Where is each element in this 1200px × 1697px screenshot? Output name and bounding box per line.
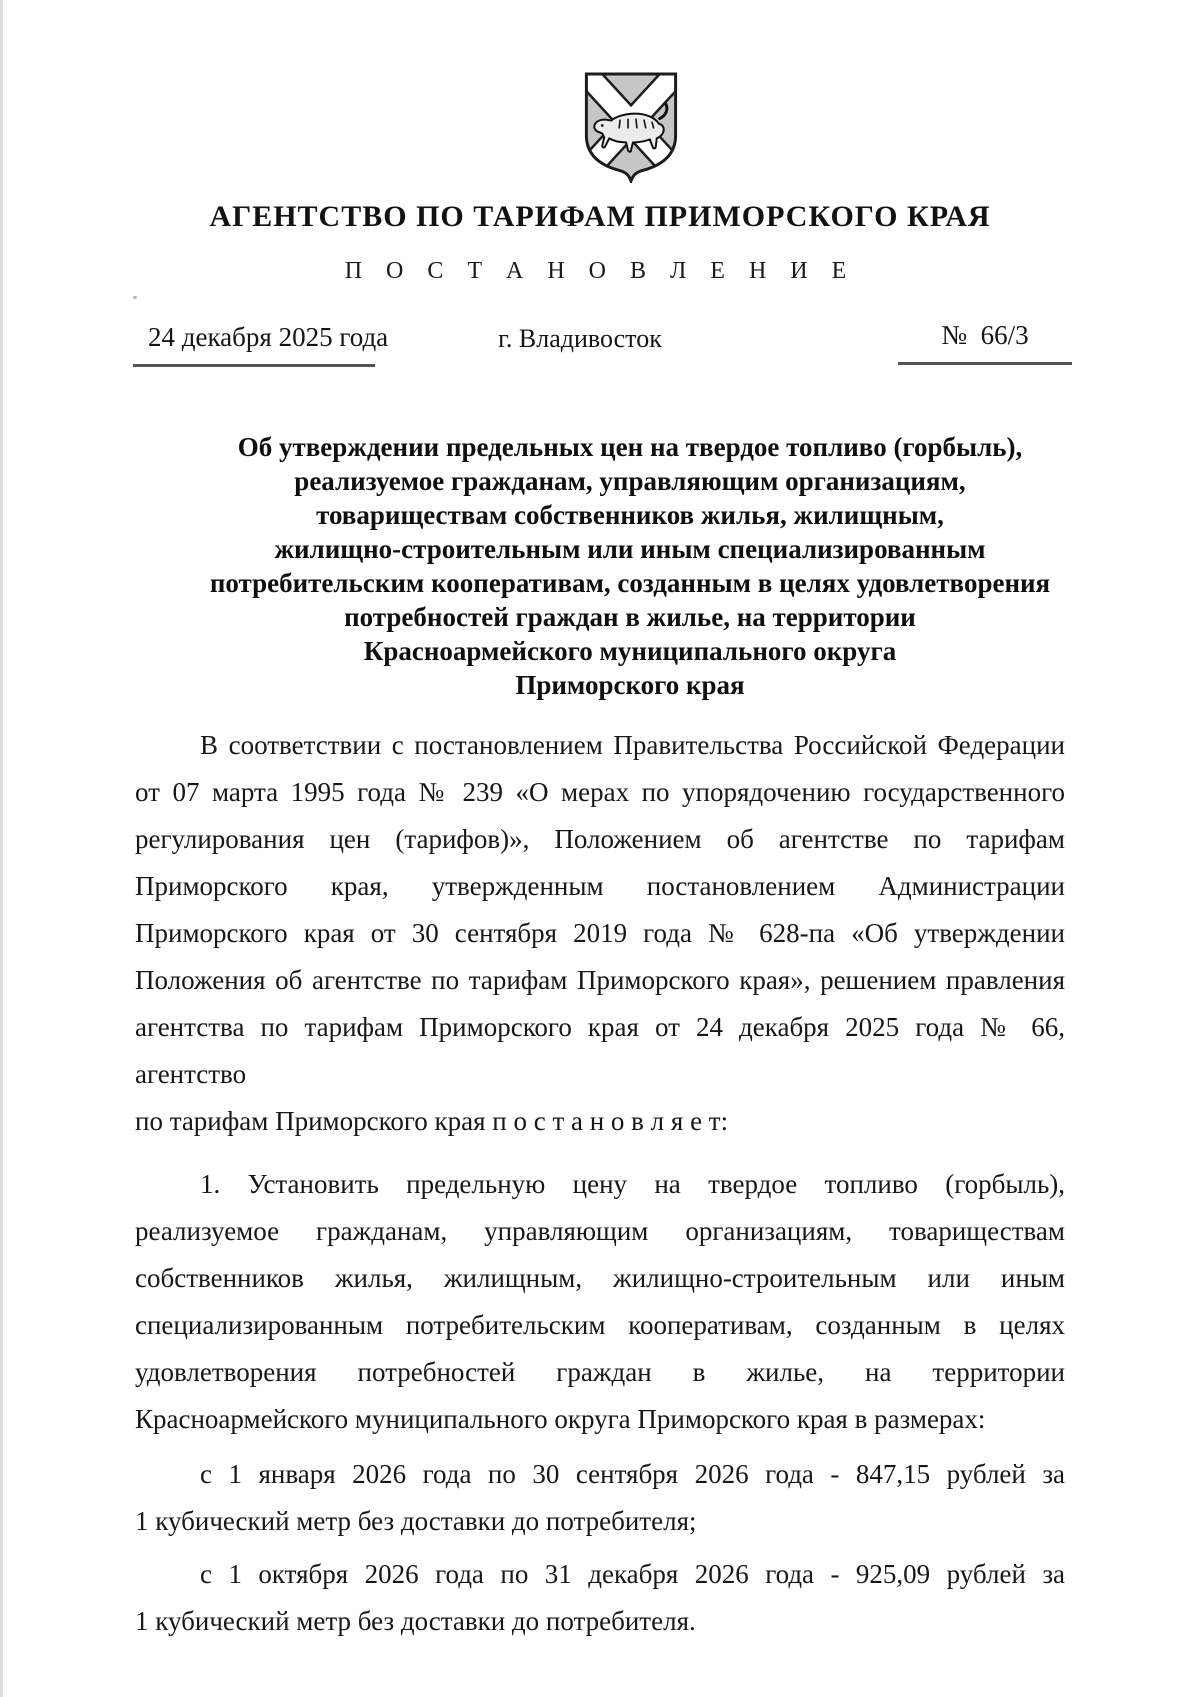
body-line: с 1 января 2026 года по 30 сентября 2026 года - 847,15 рублей за	[200, 1459, 1065, 1489]
title-line: потребностей граждан в жилье, на территории	[344, 602, 916, 632]
title-line: Об утверждении предельных цен на твердое топливо (горбыль),	[237, 432, 1023, 462]
body-line: 1 кубический метр без доставки до потребителя;	[135, 1506, 697, 1536]
body-line: по тарифам Приморского края п о с т а н о в л я е т:	[135, 1106, 729, 1136]
resolution-body	[135, 722, 1065, 1645]
paragraph-price-oct	[135, 1551, 1065, 1645]
title-line: потребительским кооперативам, созданным в целях удовлетворения	[209, 568, 1051, 598]
scan-speck-artifact	[133, 296, 137, 299]
body-line: специализированным потребительским кооперативам, созданным в целях	[135, 1310, 1065, 1340]
title-line: Приморского края	[515, 670, 745, 700]
paragraph-price-jan	[135, 1451, 1065, 1545]
agency-name: АГЕНТСТВО ПО ТАРИФАМ ПРИМОРСКОГО КРАЯ	[209, 200, 991, 233]
title-line: Красноармейского муниципального округа	[363, 636, 897, 666]
document-number: № 66/3	[941, 320, 1029, 350]
body-line: агентства по тарифам Приморского края от 24 декабря 2025 года № 66, агентство	[135, 1012, 1065, 1089]
body-line: 1. Установить предельную цену на твердое топливо (горбыль),	[200, 1169, 1065, 1199]
body-line: от 07 марта 1995 года № 239 «О мерах по упорядочению государственного	[135, 777, 1065, 807]
primorsky-krai-coat-of-arms-icon	[582, 70, 680, 183]
document-date: 24 декабря 2025 года	[148, 322, 389, 352]
body-line: Приморского края от 30 сентября 2019 года № 628-па «Об утверждении	[135, 918, 1065, 948]
date-underline	[133, 364, 375, 367]
resolution-title	[150, 430, 1110, 702]
body-line: Положения об агентстве по тарифам Приморского края», решением правления	[135, 965, 1065, 995]
body-line: реализуемое гражданам, управляющим организациям, товариществам	[135, 1216, 1065, 1246]
body-line: Приморского края, утвержденным постановлением Администрации	[135, 871, 1065, 901]
paragraph-item-1	[135, 1161, 1065, 1443]
document-type: П О С Т А Н О В Л Е Н И Е	[344, 258, 856, 284]
paragraph-preamble	[135, 722, 1065, 1145]
body-line: Красноармейского муниципального округа Приморского края в размерах:	[135, 1404, 986, 1434]
number-underline	[898, 362, 1072, 365]
body-line: с 1 октября 2026 года по 31 декабря 2026 года - 925,09 рублей за	[200, 1559, 1065, 1589]
body-line: регулирования цен (тарифов)», Положением об агентстве по тарифам	[135, 824, 1065, 854]
title-line: жилищно-строительным или иным специализированным	[274, 534, 986, 564]
title-line: товариществам собственников жилья, жилищным,	[316, 500, 944, 530]
document-city: г. Владивосток	[498, 324, 662, 353]
scan-edge-artifact	[0, 0, 3, 1697]
body-line: 1 кубический метр без доставки до потребителя.	[135, 1606, 696, 1636]
body-line: собственников жилья, жилищным, жилищно-строительным или иным	[135, 1263, 1065, 1293]
body-line: удовлетворения потребностей граждан в жилье, на территории	[135, 1357, 1065, 1387]
body-line: В соответствии с постановлением Правительства Российской Федерации	[200, 730, 1065, 760]
title-line: реализуемое гражданам, управляющим организациям,	[294, 466, 966, 496]
